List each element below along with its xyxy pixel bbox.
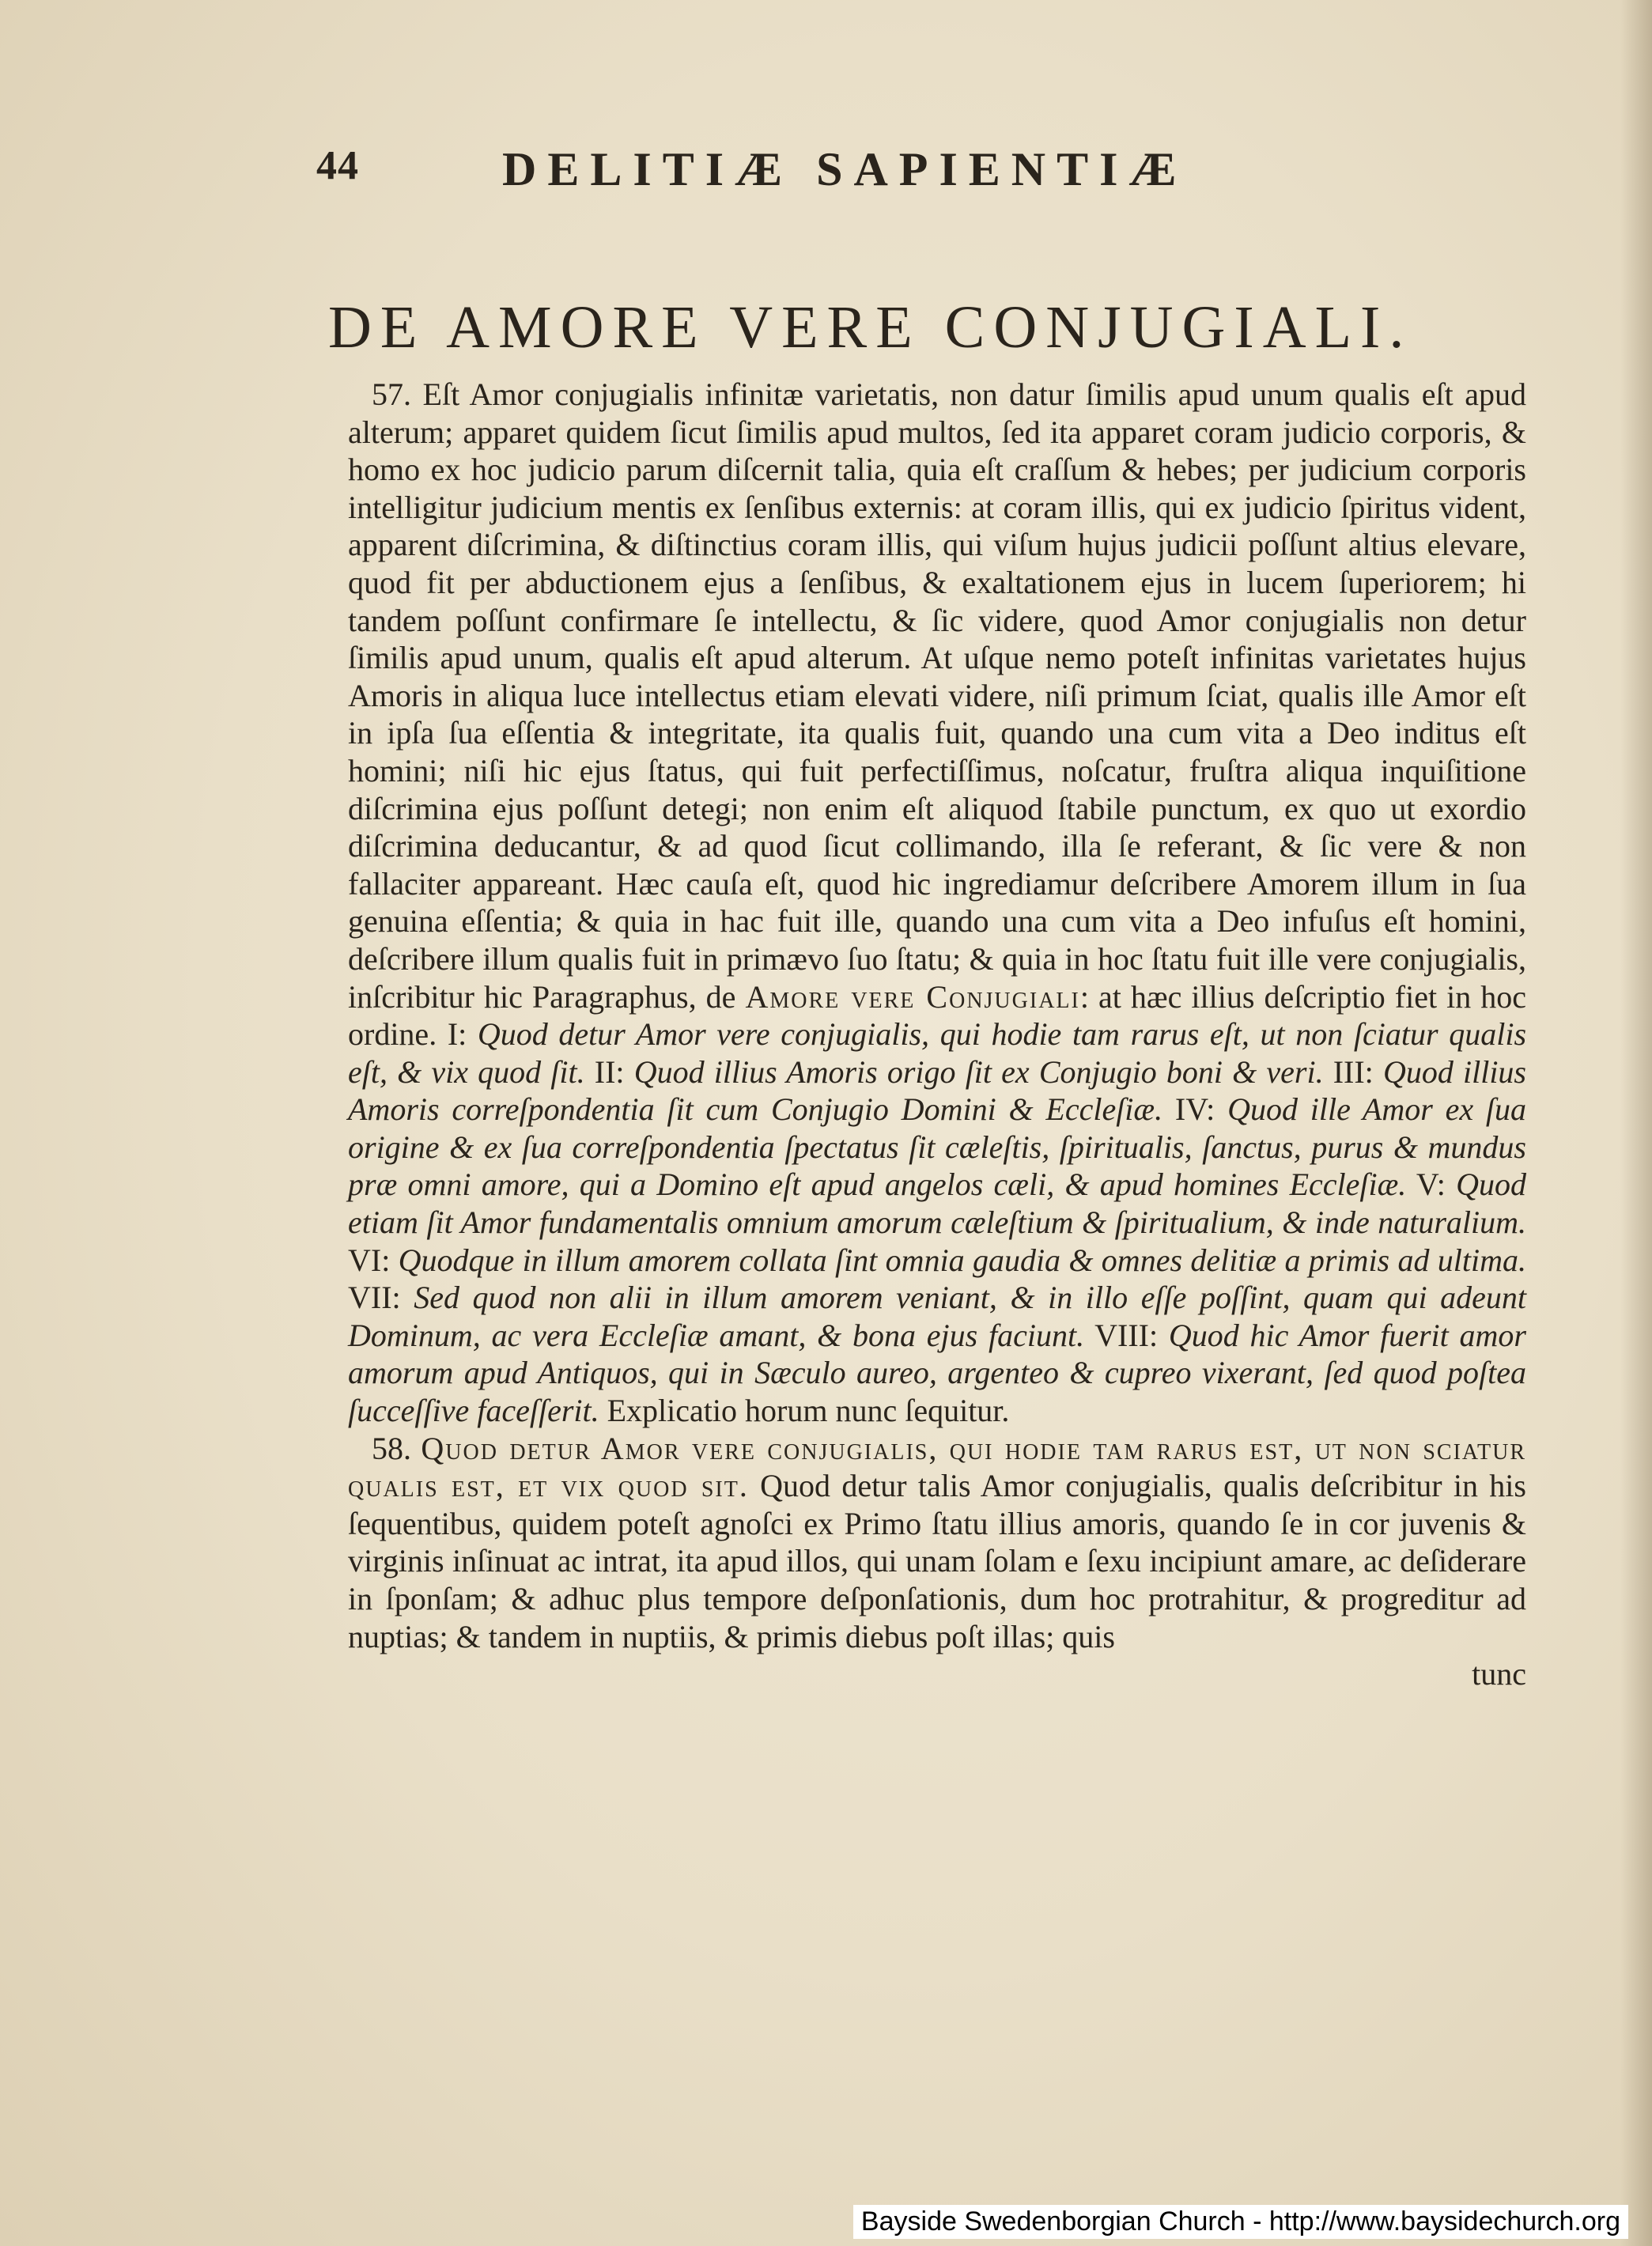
page-gutter-shadow [1620,0,1652,2246]
list-item-4: Quod ille Amor ex ſua origine & ex ſua correſpondentia ſpectatus ſit cæleſtis, ſpiritualis, ſanctus, purus & mundus præ omni amore, qui a Domino eſt apud angelos cæli, & apud homines Eccleſiæ. [348,1091,1527,1203]
paragraph-57-smallcaps-title: Amore vere Conjugiali [745,978,1080,1015]
list-label-2: II: [584,1053,634,1090]
list-label-6: VI: [348,1242,399,1278]
body-text [348,376,1526,1693]
paragraph-58-lead: Quod detur Amor vere conjugialis, qui hodie tam rarus est, ut non sciatur qualis est, et vix quod sit. [348,1430,1527,1504]
list-label-7: VII: [348,1280,414,1316]
chapter-title: DE AMORE VERE CONJUGIALI. [328,293,1413,361]
running-head [316,142,1503,206]
list-label-8: VIII: [1084,1317,1169,1353]
paragraph-57-text: 57. Eſt Amor conjugialis infinitæ varietatis, non datur ſimilis apud unum qualis eſt apud alterum; apparet quidem ſicut ſimilis apud multos, ſed ita apparet coram judicio corporis, & homo ex hoc judicio parum diſcernit talia, quia eſt craſſum & hebes; per judicium corporis intelligitur judicium mentis ex ſenſibus externis: at coram illis, qui ex judicio ſpiritus vident, apparent diſcrimina, & diſtinctius coram illis, qui viſum hujus judicii poſſunt altius elevare, quod fit per abductionem ejus a ſenſibus, & exaltationem ejus in lucem ſuperiorem; hi tandem poſſunt confirmare ſe intellectu, & ſic videre, quod Amor conjugialis non detur ſimilis apud unum, qualis eſt apud alterum. At uſque nemo poteſt infinitas varietates hujus Amoris in aliqua luce intellectus etiam elevati videre, niſi primum ſciat, qualis ille Amor eſt in ipſa ſua eſſentia & integritate, ita qualis fuit, quando una cum vita a Deo inditus eſt homini; niſi hic ejus ſtatus, qui fuit perfectiſſimus, noſcatur, fruſtra aliqua inquiſitione diſcrimina ejus poſſunt detegi; non enim eſt aliquod ſtabile punctum, ex quo ut exordio diſcrimina deducantur, & ad quod ſicut collimando, illa ſe referant, & ſic vere & non fallaciter appareant. Hæc cauſa eſt, quod hic ingrediamur deſcribere Amorem illum in ſua genuina eſſentia; & quia in hac fuit ille, quando una cum vita a Deo infuſus eſt homini, deſcribere illum qualis fuit in primævo ſuo ſtatu; & quia in hoc ſtatu fuit ille vere conjugialis, inſcribitur hic Paragraphus, de [348,376,1526,1015]
list-item-5: Quod etiam ſit Amor fundamentalis omnium amorum cæleſtium & ſpiritualium, & inde naturalium. [348,1166,1526,1241]
catchword-line [348,1655,1526,1693]
paragraph-58-text: Quod detur talis Amor conjugialis, qualis deſcribitur in his ſequentibus, quidem poteſt agnoſci ex Primo ſtatu illius amoris, quando ſe in cor juvenis & virginis inſinuat ac intrat, ita apud illos, qui unam ſolam e ſexu incipiunt amare, ac deſiderare in ſponſam; & adhuc plus tempore deſponſationis, dum hoc protrahitur, & progreditur ad nuptias; & tandem in nuptiis, & primis diebus poſt illas; quis [348,1468,1526,1654]
list-item-6: Quodque in illum amorem collata ſint omnia gaudia & omnes delitiæ a primis ad ultima. [398,1242,1526,1278]
list-item-8: Quod hic Amor fuerit amor amorum apud Antiquos, qui in Sæculo aureo, argenteo & cupreo vixerant, ſed quod poſtea ſucceſſive faceſſerit. [348,1317,1526,1429]
paragraph-58-number: 58. [372,1430,422,1466]
catchword: tunc [1472,1656,1526,1692]
paragraph-57-closing: Explicatio horum nunc ſequitur. [599,1393,1010,1429]
list-item-7: Sed quod non alii in illum amorem veniant, & in illo eſſe poſſint, quam qui adeunt Dominum, ac vera Eccleſiæ amant, & bona ejus faciunt. [348,1280,1526,1353]
list-label-3: III: [1323,1053,1383,1090]
running-title: DELITIÆ SAPIENTIÆ [502,143,1188,195]
list-item-1: Quod detur Amor vere conjugialis, qui hodie tam rarus eſt, ut non ſciatur qualis eſt, & vix quod ſit. [348,1016,1527,1090]
paragraph-57 [348,376,1526,1430]
list-label-5: V: [1406,1166,1457,1203]
list-item-2: Quod illius Amoris origo ſit ex Conjugio boni & veri. [633,1053,1324,1090]
watermark-caption: Bayside Swedenborgian Church - http://www.baysidechurch.org [853,2205,1628,2239]
page-number: 44 [316,143,359,188]
list-item-3: Quod illius Amoris correſpondentia ſit cum Conjugio Domini & Eccleſiæ. [348,1053,1527,1128]
paragraph-58 [348,1430,1526,1656]
paragraph-57-text-2: : at hæc illius deſcriptio fiet in hoc ordine. I: [348,978,1527,1053]
list-label-4: IV: [1162,1091,1228,1128]
